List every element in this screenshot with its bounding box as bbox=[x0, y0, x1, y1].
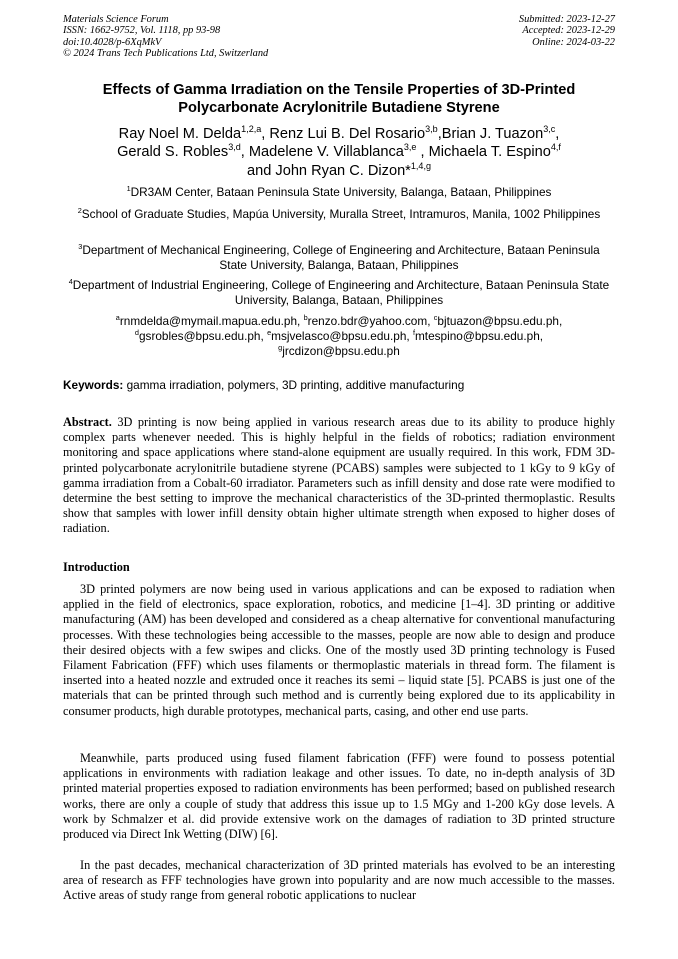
email-link[interactable]: gsrobles@bpsu.edu.ph bbox=[138, 328, 261, 343]
author-name: Madelene V. Villablanca bbox=[248, 144, 404, 161]
journal-name: Materials Science Forum bbox=[63, 14, 169, 25]
intro-paragraph-1: 3D printed polymers are now being used in various applications and can be exposed to radiation when applied in the field of electronics, space exploration, robotics, and medicine [1–4]. 3D printing or additive manufacturing (AM) has been developed and considered as a cheap alternative for conventional manufacturing processes. With these technologies being accessible to the masses, people are now able to design and produce their desired objects with a few swipes and clicks. One of the mostly used 3D printing technology is Fused Filament Fabrication (FFF) which uses filaments or thermoplastic materials in thread form. The filament is inserted into a heated nozzle and extruded once it reaches its semi – liquid state [5]. PCABS is just one of the materials that can be printed through such method and is currently being explored due to its applicability in consumer products, high durable prototypes, mechanical parts, casing, and other end use parts. bbox=[63, 582, 615, 718]
intro-paragraph-2: Meanwhile, parts produced using fused filament fabrication (FFF) were found to possess potential applications in environments with radiation leakage and other issues. To date, no in-depth analysis of 3D printed material properties exposed to radiation environments has been performed; based on published research works, there are only a couple of study that address this issue up to 1.5 MGy and 1-200 kGy dose levels. A work by Schmalzer et al. did provide extensive work on the damages of radiation to 3D printed structure produced via Direct Ink Wetting (DIW) [6]. bbox=[63, 751, 615, 842]
journal-issn: ISSN: 1662-9752, Vol. 1118, pp 93-98 bbox=[63, 25, 221, 37]
author-affiliation-mark: 1,4,g bbox=[410, 160, 431, 171]
title-line-2: Polycarbonate Acrylonitrile Butadiene Styrene bbox=[178, 99, 500, 116]
email-link[interactable]: msjvelasco@bpsu.edu.ph bbox=[271, 328, 407, 343]
accepted-date: Accepted: 2023-12-29 bbox=[522, 25, 615, 37]
author-name: Gerald S. Robles bbox=[117, 144, 229, 161]
keywords bbox=[63, 378, 615, 393]
author-emails: $^a$rnmdelda@mymail.mapua.edu.ph, $^b$renzo.bdr@yahoo.com, $^c$bjtuazon@bpsu.edu.ph, $^d$gsrobles@bpsu.edu.ph, $^e$msjvelasco@bpsu.edu.ph, $^f$mtespino@bpsu.edu.ph, $^g$jrcdizon@bpsu.edu.ph bbox=[115, 313, 563, 358]
affiliation-mark: 4 bbox=[68, 277, 73, 287]
author-affiliation-mark: 4,f bbox=[550, 142, 561, 153]
section-heading-introduction: Introduction bbox=[63, 560, 130, 574]
affiliation-text: Department of Mechanical Engineering, College of Engineering and Architecture, Bataan Peninsula State University, Balanga, Bataan, Philippines bbox=[82, 243, 600, 272]
affiliation-mark: 1 bbox=[126, 184, 131, 194]
abstract bbox=[63, 415, 615, 537]
email-link[interactable]: renzo.bdr@yahoo.com bbox=[307, 314, 428, 328]
journal-copyright: © 2024 Trans Tech Publications Ltd, Switzerland bbox=[63, 47, 269, 59]
author-affiliation-mark: 3,d bbox=[228, 142, 241, 153]
author-name: and John Ryan C. Dizon* bbox=[247, 162, 411, 179]
email-link[interactable]: mtespino@bpsu.edu.ph bbox=[414, 328, 540, 343]
keywords-text: gamma irradiation, polymers, 3D printing, additive manufacturing bbox=[126, 378, 465, 392]
paper-title bbox=[63, 82, 615, 117]
abstract-label: Abstract. bbox=[63, 415, 112, 429]
affiliation-2 bbox=[63, 207, 615, 222]
author-name: Ray Noel M. Delda bbox=[118, 126, 242, 142]
affiliation-3 bbox=[63, 243, 615, 272]
email-link[interactable]: jrcdizon@bpsu.edu.ph bbox=[282, 343, 400, 358]
author-name: Michaela T. Espino bbox=[428, 144, 551, 161]
email-link[interactable]: rnmdelda@mymail.mapua.edu.ph bbox=[119, 314, 298, 328]
affiliation-mark: 3 bbox=[78, 242, 83, 252]
intro-paragraph-3: In the past decades, mechanical characterization of 3D printed materials has evolved to be an interesting area of research as FFF technologies have grown into popularity and are now much accessible to the masses. Active areas of study range from general robotic applications to nuclear bbox=[63, 858, 615, 903]
email-link[interactable]: bjtuazon@bpsu.edu.ph bbox=[437, 314, 559, 328]
affiliation-1 bbox=[63, 185, 615, 200]
keywords-label: Keywords: bbox=[63, 378, 124, 392]
title-line-1: Effects of Gamma Irradiation on the Tensile Properties of 3D-Printed bbox=[102, 82, 576, 98]
submission-dates bbox=[365, 14, 615, 48]
author-affiliation-mark: 3,b bbox=[425, 124, 438, 135]
submitted-date: Submitted: 2023-12-27 bbox=[518, 14, 615, 25]
author-list: Ray Noel M. Delda$^{1,2,a}$, Renz Lui B. Del Rosario$^{3,b}$,Brian J. Tuazon$^{3,c}$, Gerald S. Robles$^{3,d}$, Madelene V. Villablanca$^{3,e}$ , Michaela T. Espino$^{4,f}$ and John Ryan C. Dizon*$^{1,4,g}$ bbox=[117, 124, 561, 179]
affiliation-text: School of Graduate Studies, Mapúa University, Muralla Street, Intramuros, Manila, 1002 Philippines bbox=[81, 207, 601, 221]
affiliation-text: DR3AM Center, Bataan Peninsula State University, Balanga, Bataan, Philippines bbox=[130, 185, 552, 199]
affiliation-4 bbox=[63, 278, 615, 307]
author-affiliation-mark: 1,2,a bbox=[241, 124, 262, 135]
affiliation-mark: 2 bbox=[77, 206, 82, 216]
author-name: Brian J. Tuazon bbox=[441, 126, 544, 142]
journal-info bbox=[63, 14, 363, 59]
abstract-text: 3D printing is now being applied in various research areas due to its ability to produce highly complex parts whenever needed. This is highly helpful in the fields of robotics; radiation environment monitoring and space applications where stand-alone equipment are usually required. In this work, FDM 3D-printed polycarbonate acrylonitrile butadiene styrene (PCABS) samples were subjected to 1 kGy to 9 kGy of gamma irradiation from a Cobalt-60 irradiator. Parameters such as infill density and dose rate were modified to determine the best setting to improve the mechanical characteristics of the 3D-printed thermoplastic. Results show that samples with lower infill density obtain higher ultimate strength when exposed to higher doses of radiation. bbox=[63, 415, 615, 536]
journal-doi[interactable]: doi:10.4028/p-6XqMkV bbox=[63, 36, 162, 48]
affiliation-text: Department of Industrial Engineering, College of Engineering and Architecture, Bataan Peninsula State University, Balanga, Bataan, Philippines bbox=[72, 278, 610, 307]
author-name: Renz Lui B. Del Rosario bbox=[269, 126, 426, 142]
author-affiliation-mark: 3,c bbox=[543, 124, 556, 135]
author-affiliation-mark: 3,e bbox=[403, 142, 417, 153]
online-date: Online: 2024-03-22 bbox=[532, 36, 615, 48]
